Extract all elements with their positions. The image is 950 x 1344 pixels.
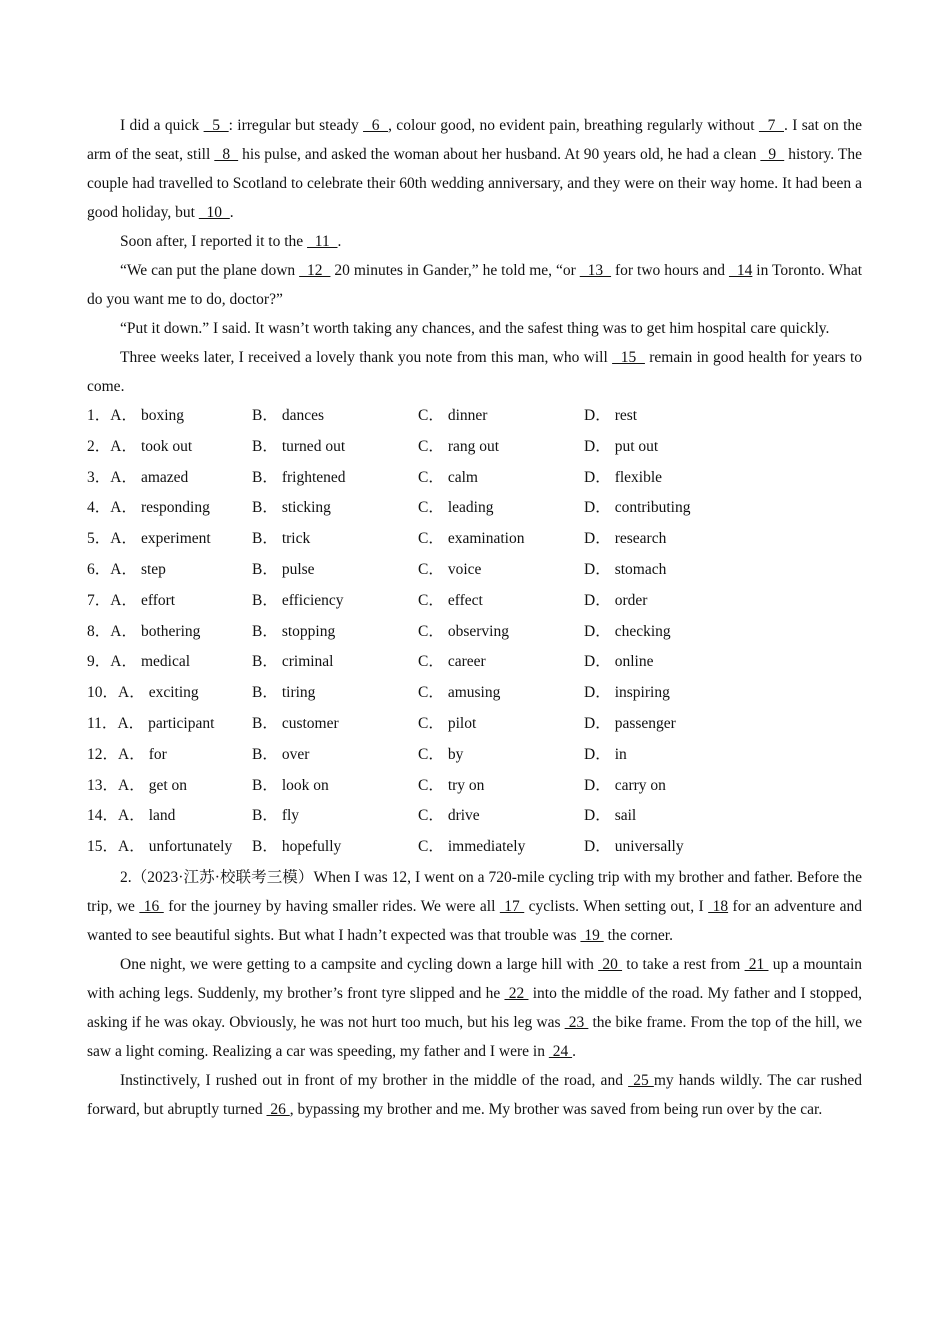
text: the corner. [603,926,673,944]
option-label: D． [584,807,611,825]
option-text: experiment [140,530,211,548]
option-label: B． [252,499,278,517]
text: . [572,1042,576,1060]
option-b [252,493,331,524]
passage-paragraph [87,1066,862,1124]
blank-6: 6 [363,117,389,134]
question-row [87,401,862,432]
option-label: B． [252,622,278,640]
question-row [87,740,862,771]
option-text: leading [447,499,494,517]
option-label: B． [252,437,278,455]
blank-23: 23 [564,1013,589,1031]
text: , bypassing my brother and me. My brother was saved from being run over by the car. [289,1100,823,1118]
option-b [252,586,344,617]
option-label: D． [584,653,611,671]
option-c [418,432,499,463]
text: Three weeks later, I received a lovely thank you note from this man, who will [120,349,613,366]
option-a [87,801,175,832]
option-text: unfortunately [148,838,233,856]
option-label: A． [117,714,145,732]
option-text: immediately [447,838,526,856]
option-label: D． [584,776,611,794]
option-c [418,647,486,678]
option-text: step [140,560,166,578]
option-label: B． [252,653,278,671]
passage-paragraph [87,256,862,314]
option-text: responding [140,499,210,517]
option-b [252,740,309,771]
option-text: tiring [281,684,316,702]
option-b [252,555,315,586]
option-d [584,771,666,802]
text: in Toronto. What do you want me to do, doctor?” [87,262,863,308]
option-label: C． [418,437,444,455]
text: One night, we were getting to a campsite and cycling down a large hill with [120,955,599,973]
option-text: took out [140,437,193,455]
option-a [87,678,199,709]
text: the bike frame. From the top of the hill, we saw a light coming. Realizing a car was speeding, my father and I were in [87,1013,862,1060]
passage-paragraph [87,950,862,1066]
option-label: C． [418,591,444,609]
blank-24: 24 [548,1042,573,1060]
text: I did a quick [120,117,204,134]
option-b [252,801,299,832]
option-a [87,617,200,648]
question-number: 6． [87,560,111,578]
option-d [584,555,666,586]
option-label: A． [110,407,137,424]
question-source-heading: 2.（2023·江苏·校联考三模） [120,868,314,886]
option-text: checking [614,622,671,640]
option-text: research [614,530,667,548]
option-label: C． [418,653,444,671]
option-text: efficiency [281,591,344,609]
option-label: D． [584,745,611,763]
text: Soon after, I reported it to the [120,233,308,250]
option-c [418,524,524,555]
option-d [584,617,671,648]
question-number: 15． [87,838,119,856]
passage-paragraph [87,343,862,401]
option-text: boxing [140,407,185,424]
blank-12: 12 [299,262,331,279]
option-text: effect [447,591,483,609]
option-a [87,555,166,586]
option-text: by [447,745,464,763]
question-row [87,524,862,555]
option-label: D． [584,407,611,424]
option-label: C． [418,622,444,640]
option-label: C． [418,807,444,825]
question-row [87,617,862,648]
option-text: hopefully [281,838,342,856]
option-label: B． [252,468,278,486]
option-label: A． [110,653,137,671]
blank-14: 14 [728,262,753,279]
option-a [87,586,175,617]
blank-5: 5 [203,117,229,134]
text: “Put it down.” I said. It wasn’t worth taking any chances, and the safest thing was to get him hospital care quickly. [120,320,830,337]
option-text: rest [614,407,638,424]
blank-9: 9 [760,146,785,163]
option-d [584,463,662,494]
question-row [87,493,862,524]
option-text: contributing [614,499,691,517]
option-d [584,678,670,709]
option-text: inspiring [614,684,670,702]
option-text: career [447,653,486,671]
option-a [87,740,167,771]
option-text: passenger [614,714,676,732]
option-label: C． [418,530,444,548]
question-row [87,463,862,494]
text: 20 minutes in Gander,” he told me, “or [330,262,580,279]
option-b [252,647,334,678]
text: : irregular but steady [228,117,364,134]
option-label: D． [584,684,611,702]
text: . [337,233,342,250]
question-row [87,832,862,863]
option-label: D． [584,838,611,856]
option-text: stopping [281,622,336,640]
question-number: 7． [87,591,111,609]
option-text: universally [614,838,684,856]
question-number: 8． [87,622,111,640]
option-text: get on [148,776,188,794]
option-label: B． [252,591,278,609]
option-label: C． [418,714,444,732]
blank-17: 17 [499,897,525,915]
option-d [584,493,690,524]
document-page [87,111,862,1124]
question-number: 2． [87,437,111,455]
option-label: A． [118,807,145,825]
question-row [87,432,862,463]
blank-19: 19 [580,926,604,944]
question-number: 5． [87,530,111,548]
option-label: D． [584,468,611,486]
option-text: land [148,807,176,825]
text: for two hours and [611,262,729,279]
option-label: A． [118,838,145,856]
text: , colour good, no evident pain, breathing regularly without [388,117,759,134]
question-options-list [87,401,862,863]
option-text: sail [614,807,637,825]
option-c [418,617,509,648]
option-label: B． [252,838,278,856]
option-text: customer [281,714,339,732]
option-label: B． [252,530,278,548]
option-text: over [281,745,310,763]
option-text: online [614,653,654,671]
question-number: 9． [87,653,111,671]
blank-21: 21 [744,955,769,973]
text: up a mountain with aching legs. Suddenly, my brother’s front tyre slipped and he [87,955,863,1002]
option-text: put out [614,437,659,455]
option-text: stomach [614,560,667,578]
option-text: amazed [140,468,189,486]
option-text: order [614,591,648,609]
blank-16: 16 [139,897,164,915]
option-label: A． [118,745,145,763]
option-text: voice [447,560,482,578]
option-c [418,463,478,494]
option-text: try on [447,776,485,794]
blank-18: 18 [708,897,729,915]
text: remain in good health for years to come. [87,349,863,395]
passage-paragraph [87,111,862,227]
text: history. The couple had travelled to Scotland to celebrate their 60th wedding anniversary, and they were on their way home. It had been a good holiday, but [87,146,862,221]
option-label: C． [418,499,444,517]
option-d [584,801,636,832]
passage-paragraph [87,863,862,950]
blank-25: 25 [628,1071,654,1089]
option-label: A． [118,684,145,702]
passage-2 [87,863,862,1124]
option-label: B． [252,714,278,732]
option-text: observing [447,622,509,640]
option-text: effort [140,591,176,609]
option-text: medical [140,653,191,671]
option-label: B． [252,684,278,702]
option-text: dinner [447,407,488,424]
option-a [87,709,214,740]
question-number: 14． [87,807,119,825]
option-d [584,709,676,740]
option-label: D． [584,714,611,732]
question-row [87,555,862,586]
blank-10: 10 [198,204,230,221]
option-label: A． [110,530,137,548]
option-d [584,586,647,617]
question-row [87,709,862,740]
question-row [87,801,862,832]
option-text: rang out [447,437,500,455]
option-a [87,524,211,555]
option-text: for [148,745,167,763]
option-text: frightened [281,468,346,486]
option-label: C． [418,468,444,486]
option-label: C． [418,407,444,424]
option-b [252,678,315,709]
text: to take a rest from [622,955,745,973]
blank-13: 13 [579,262,612,279]
option-label: D． [584,591,611,609]
option-text: bothering [140,622,201,640]
option-d [584,432,658,463]
text: . I sat on the arm of the seat, still [87,117,862,163]
option-a [87,832,232,863]
option-label: A． [110,437,137,455]
passage-1 [87,111,862,401]
option-c [418,709,476,740]
option-d [584,647,653,678]
option-text: calm [447,468,478,486]
text: my hands wildly. The car rushed forward, but abruptly turned [87,1071,863,1118]
text: his pulse, and asked the woman about her husband. At 90 years old, he had a clean [238,146,761,163]
option-label: D． [584,622,611,640]
option-a [87,647,190,678]
option-c [418,832,525,863]
option-d [584,832,684,863]
option-b [252,401,324,432]
text: cyclists. When setting out, I [524,897,709,915]
option-text: sticking [281,499,331,517]
option-text: drive [447,807,480,825]
question-number: 11． [87,714,118,732]
option-text: fly [281,807,300,825]
question-number: 13． [87,776,119,794]
blank-15: 15 [612,349,645,366]
text: Instinctively, I rushed out in front of my brother in the middle of the road, and [120,1071,629,1089]
option-b [252,432,345,463]
text: for the journey by having smaller rides. We were all [163,897,500,915]
option-d [584,401,637,432]
option-a [87,432,192,463]
option-a [87,401,184,432]
option-text: turned out [281,437,346,455]
option-label: B． [252,745,278,763]
option-text: flexible [614,468,663,486]
option-d [584,740,627,771]
question-number: 1． [87,407,111,424]
option-c [418,771,484,802]
blank-22: 22 [504,984,529,1002]
blank-11: 11 [307,233,338,250]
passage-paragraph [87,227,862,256]
option-text: look on [281,776,329,794]
option-a [87,463,188,494]
option-label: C． [418,560,444,578]
question-row [87,678,862,709]
option-a [87,771,187,802]
question-row [87,771,862,802]
question-number: 10． [87,684,119,702]
question-row [87,586,862,617]
question-row [87,647,862,678]
option-c [418,493,493,524]
option-label: C． [418,776,444,794]
option-text: pulse [281,560,315,578]
option-b [252,463,346,494]
option-label: C． [418,745,444,763]
blank-7: 7 [758,117,784,134]
option-text: examination [447,530,525,548]
text: for an adventure and wanted to see beautiful sights. But what I hadn’t expected was that trouble was [87,897,863,944]
option-text: exciting [148,684,199,702]
option-text: trick [281,530,311,548]
option-c [418,740,463,771]
option-label: B． [252,807,278,825]
option-text: pilot [447,714,477,732]
option-text: dances [281,407,325,424]
option-c [418,586,483,617]
option-label: B． [252,776,278,794]
option-text: criminal [281,653,334,671]
option-label: A． [110,499,137,517]
option-text: amusing [447,684,501,702]
option-b [252,709,339,740]
option-label: A． [118,776,145,794]
option-d [584,524,666,555]
blank-20: 20 [598,955,623,973]
option-c [418,678,500,709]
text: When I was 12, I went on a 720-mile cycling trip with my brother and father. Before the trip, we [87,868,863,915]
text: . [229,204,234,221]
option-b [252,617,335,648]
option-text: participant [148,714,215,732]
blank-26: 26 [266,1100,290,1118]
option-label: A． [110,622,137,640]
option-label: D． [584,437,611,455]
option-label: B． [252,407,278,424]
text: into the middle of the road. My father and I stopped, asking if he was okay. Obviously, he was not hurt too much, but his leg was [87,984,862,1031]
option-text: in [614,745,627,763]
option-a [87,493,210,524]
question-number: 4． [87,499,111,517]
option-text: carry on [614,776,666,794]
option-label: A． [110,591,137,609]
option-label: D． [584,560,611,578]
option-label: C． [418,838,444,856]
option-label: A． [110,560,137,578]
option-c [418,555,481,586]
question-number: 12． [87,745,119,763]
question-number: 3． [87,468,111,486]
option-label: C． [418,684,444,702]
option-b [252,524,310,555]
option-label: D． [584,499,611,517]
blank-8: 8 [214,146,239,163]
option-c [418,401,487,432]
text: “We can put the plane down [120,262,300,279]
option-b [252,832,341,863]
option-label: B． [252,560,278,578]
option-c [418,801,480,832]
option-label: A． [110,468,137,486]
option-label: D． [584,530,611,548]
option-b [252,771,329,802]
passage-paragraph [87,314,862,343]
